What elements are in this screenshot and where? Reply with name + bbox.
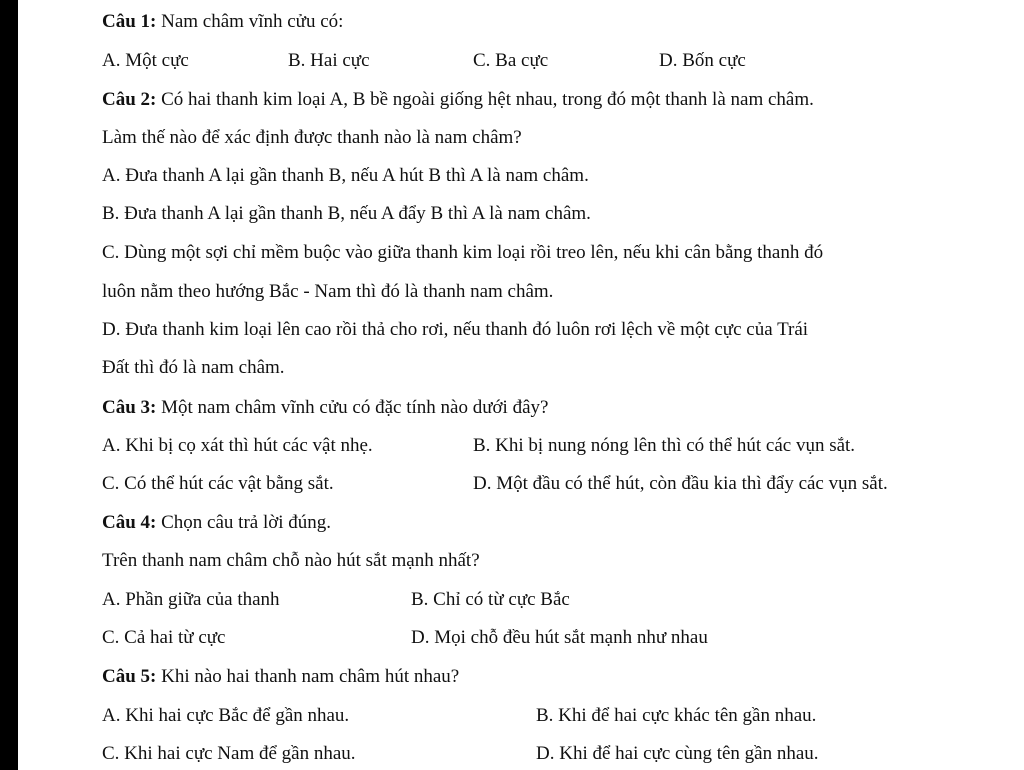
question-1 — [102, 10, 343, 34]
question-2-text: Có hai thanh kim loại A, B bề ngoài giống hệt nhau, trong đó một thanh là nam châm. — [156, 89, 814, 110]
question-3 — [102, 396, 548, 420]
question-4-option-c: C. Cả hai từ cực — [102, 627, 226, 648]
question-5-label: Câu 5: — [102, 666, 157, 687]
question-3-option-d: D. Một đầu có thể hút, còn đầu kia thì đẩy các vụn sắt. — [473, 473, 888, 494]
question-3-option-a: A. Khi bị cọ xát thì hút các vật nhẹ. — [102, 435, 373, 456]
question-4-text-line2: Trên thanh nam châm chỗ nào hút sắt mạnh nhất? — [102, 550, 480, 571]
question-2-option-b: B. Đưa thanh A lại gần thanh B, nếu A đẩy B thì A là nam châm. — [102, 203, 591, 224]
question-2-label: Câu 2: — [102, 89, 157, 110]
question-4-option-a: A. Phần giữa của thanh — [102, 589, 280, 610]
question-4 — [102, 511, 331, 535]
question-5-option-d: D. Khi để hai cực cùng tên gần nhau. — [536, 743, 819, 764]
document-page — [18, 0, 1024, 770]
question-4-text: Chọn câu trả lời đúng. — [156, 512, 332, 533]
question-4-label: Câu 4: — [102, 512, 157, 533]
question-3-text: Một nam châm vĩnh cửu có đặc tính nào dưới đây? — [156, 397, 549, 418]
question-4-option-b: B. Chỉ có từ cực Bắc — [411, 589, 570, 610]
question-4-option-d: D. Mọi chỗ đều hút sắt mạnh như nhau — [411, 627, 708, 648]
question-1-option-a: A. Một cực — [102, 50, 189, 71]
question-1-label: Câu 1: — [102, 11, 157, 32]
question-2-option-a: A. Đưa thanh A lại gần thanh B, nếu A hút B thì A là nam châm. — [102, 165, 589, 186]
question-2-option-c: C. Dùng một sợi chỉ mềm buộc vào giữa thanh kim loại rồi treo lên, nếu khi cân bằng thanh đó — [102, 242, 824, 263]
question-1-option-d: D. Bốn cực — [659, 50, 746, 71]
question-5-text: Khi nào hai thanh nam châm hút nhau? — [156, 666, 460, 687]
left-edge-bar — [0, 0, 18, 770]
question-2-text-line2: Làm thế nào để xác định được thanh nào là nam châm? — [102, 127, 522, 148]
question-3-option-c: C. Có thể hút các vật bằng sắt. — [102, 473, 334, 494]
question-3-label: Câu 3: — [102, 397, 157, 418]
question-5-option-b: B. Khi để hai cực khác tên gần nhau. — [536, 705, 817, 726]
question-2-option-d: D. Đưa thanh kim loại lên cao rồi thả cho rơi, nếu thanh đó luôn rơi lệch về một cực của Trái — [102, 319, 809, 340]
question-2-option-c-continued: luôn nằm theo hướng Bắc - Nam thì đó là thanh nam châm. — [102, 281, 554, 302]
question-1-option-b: B. Hai cực — [288, 50, 370, 71]
question-1-text: Nam châm vĩnh cửu có: — [156, 11, 344, 32]
question-5 — [102, 665, 459, 689]
question-1-option-c: C. Ba cực — [473, 50, 549, 71]
question-2 — [102, 88, 814, 112]
question-3-option-b: B. Khi bị nung nóng lên thì có thể hút các vụn sắt. — [473, 435, 856, 456]
question-5-option-c: C. Khi hai cực Nam để gần nhau. — [102, 743, 356, 764]
question-5-option-a: A. Khi hai cực Bắc để gần nhau. — [102, 705, 350, 726]
question-2-option-d-continued: Đất thì đó là nam châm. — [102, 357, 285, 378]
